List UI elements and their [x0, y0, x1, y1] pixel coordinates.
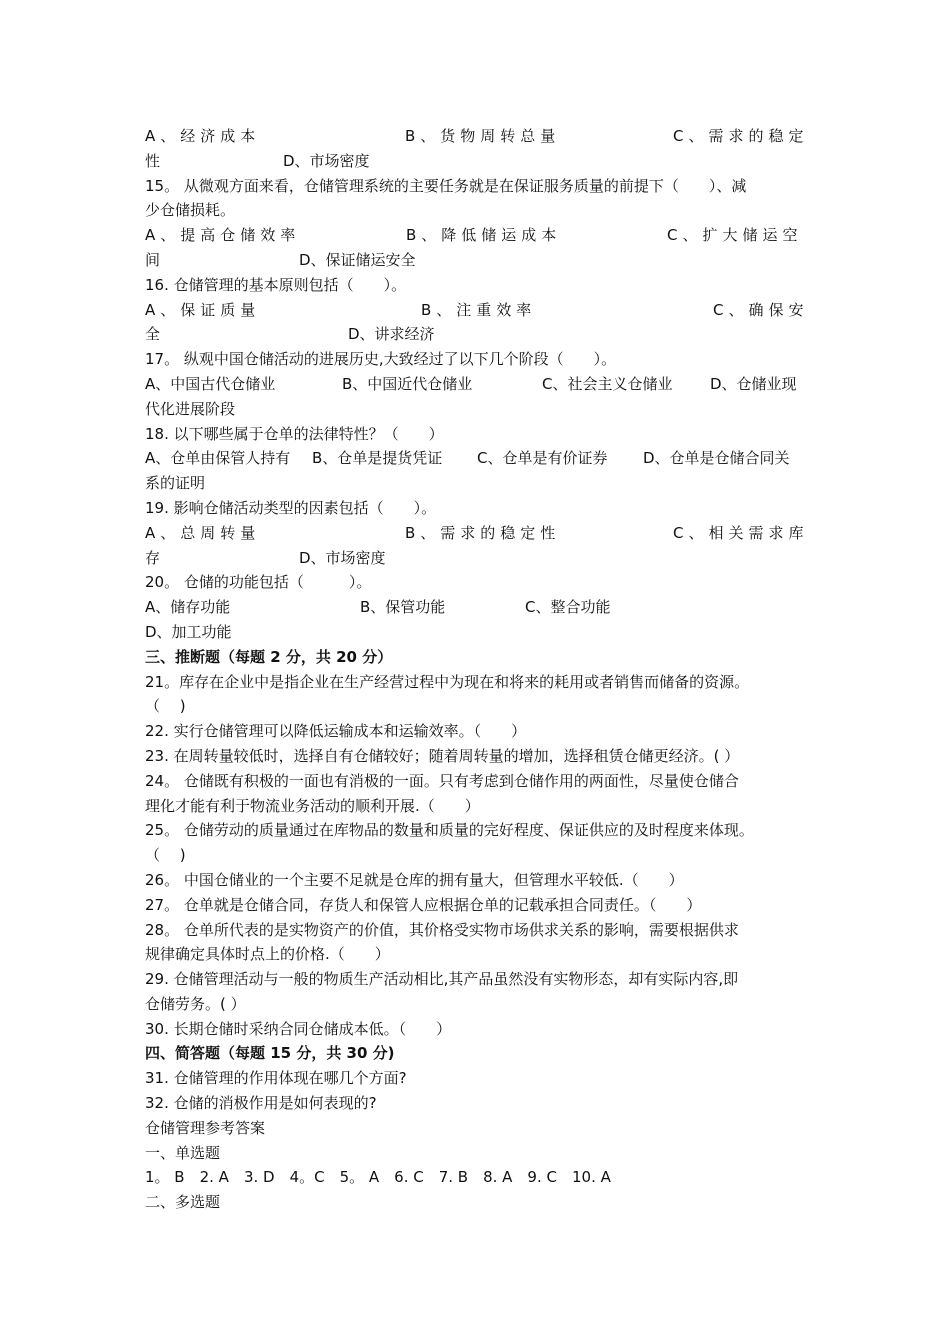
question-21: 21。库存在企业中是指企业在生产经营过程中为现在和将来的耗用或者销售而储备的资源。 [145, 672, 750, 691]
question-19: 19. 影响仓储活动类型的因素包括（ ）。 [145, 498, 437, 517]
question-22: 22. 实行仓储管理可以降低运输成本和运输效率。（ ） [145, 722, 527, 741]
option-c: C、确保安 [713, 300, 809, 319]
question-18-options-row-1 [145, 446, 815, 471]
question-14-options-row-1 [145, 124, 815, 149]
question-16-options-row-2 [145, 322, 815, 347]
question-24-continued: 理化才能有利于物流业务活动的顺利开展.（ ） [145, 796, 480, 815]
question-29: 29. 仓储管理活动与一般的物质生产活动相比,其产品虽然没有实物形态，却有实际内容,即 [145, 970, 739, 989]
option-d: D、仓储业现 [710, 374, 797, 393]
question-28-continued: 规律确定具体时点上的价格.（ ） [145, 945, 390, 964]
question-16-options-row-1 [145, 298, 815, 323]
option-a: A、经济成本 [145, 127, 261, 145]
option-d: D、保证储运安全 [299, 250, 416, 269]
question-15: 15。 从微观方面来看，仓储管理系统的主要任务就是在保证服务质量的前提下（ ）、减 [145, 176, 747, 195]
question-23: 23. 在周转量较低时，选择自有仓储较好；随着周转量的增加，选择租赁仓储更经济。( ） [145, 746, 740, 765]
question-28: 28。 仓单所代表的是实物资产的价值，其价格受实物市场供求关系的影响，需要根据供求 [145, 920, 739, 939]
question-15-options-row-1 [145, 223, 815, 248]
question-20: 20。 仓储的功能包括（ ）。 [145, 573, 372, 592]
question-24: 24。 仓储既有积极的一面也有消极的一面。只有考虑到仓储作用的两面性，尽量使仓储合 [145, 771, 739, 790]
answer-list-single-choice: 1。 B 2. A 3. D 4。C 5。 A 6. C 7. B 8. A 9. C 10. A [145, 1168, 611, 1187]
option-d: D、讲求经济 [348, 325, 435, 344]
option-a: A、储存功能 [145, 598, 231, 617]
section-heading-judgment: 三、推断题（每题 2 分，共 20 分） [145, 647, 393, 666]
option-a: A、总周转量 [145, 523, 261, 542]
question-17-options-row-1 [145, 372, 815, 397]
question-32: 32. 仓储的消极作用是如何表现的? [145, 1094, 377, 1113]
question-15-options-row-2 [145, 248, 815, 273]
question-20-option-d: D、加工功能 [145, 622, 232, 641]
question-17: 17。 纵观中国仓储活动的进展历史,大致经过了以下几个阶段（ ）。 [145, 350, 617, 369]
question-27: 27。 仓单就是仓储合同，存货人和保管人应根据仓单的记载承担合同责任。（ ） [145, 895, 702, 914]
question-30: 30. 长期仓储时采纳合同仓储成本低。（ ） [145, 1019, 452, 1038]
option-c-continued: 间 [145, 250, 161, 269]
question-17-options-continued: 代化进展阶段 [145, 399, 236, 418]
answer-section-single-choice: 一、单选题 [145, 1143, 221, 1162]
option-b: B、注重效率 [421, 300, 537, 319]
question-25-continued: （ ) [145, 846, 186, 865]
question-19-options-row-2 [145, 546, 815, 571]
option-b: B、降低储运成本 [406, 226, 562, 245]
option-a: A、保证质量 [145, 300, 261, 319]
option-b: B、保管功能 [360, 598, 446, 617]
question-21-continued: （ ) [145, 697, 186, 716]
option-c: C、需求的稳定 [673, 127, 809, 145]
question-18-options-continued: 系的证明 [145, 474, 206, 493]
option-c: C、相关需求库 [673, 523, 809, 542]
question-16: 16. 仓储管理的基本原则包括（ ）。 [145, 275, 407, 294]
question-29-continued: 仓储劳务。( ） [145, 994, 246, 1013]
option-c: C、扩大储运空 [667, 226, 803, 245]
option-b: B、仓单是提货凭证 [312, 449, 443, 468]
question-18: 18. 以下哪些属于仓单的法律特性？（ ） [145, 424, 444, 443]
option-b: B、货物周转总量 [405, 127, 561, 145]
section-heading-short-answer: 四、简答题（每题 15 分，共 30 分) [145, 1044, 395, 1063]
option-d: D、市场密度 [299, 548, 386, 567]
option-a: A、提高仓储效率 [145, 226, 301, 245]
question-19-options-row-1 [145, 521, 815, 546]
option-c: C、社会主义仓储业 [542, 374, 673, 393]
option-c-continued: 性 [145, 151, 161, 170]
question-31: 31. 仓储管理的作用体现在哪几个方面? [145, 1069, 407, 1088]
question-20-options-row-1 [145, 595, 815, 620]
document-page [145, 124, 815, 1215]
option-b: B、中国近代仓储业 [342, 374, 473, 393]
option-c-continued: 全 [145, 325, 161, 344]
answer-key-title: 仓储管理参考答案 [145, 1118, 266, 1137]
question-15-continued: 少仓储损耗。 [145, 201, 236, 220]
question-25: 25。 仓储劳动的质量通过在库物品的数量和质量的完好程度、保证供应的及时程度来体现。 [145, 821, 754, 840]
option-b: B、需求的稳定性 [405, 523, 561, 542]
option-c: C、仓单是有价证券 [477, 449, 608, 468]
option-a: A、仓单由保管人持有 [145, 449, 291, 468]
question-26: 26。 中国仓储业的一个主要不足就是仓库的拥有量大，但管理水平较低.（ ） [145, 870, 684, 889]
option-a: A、中国古代仓储业 [145, 374, 276, 393]
option-d: D、仓单是仓储合同关 [643, 449, 790, 468]
option-c: C、整合功能 [525, 598, 611, 617]
option-d: D、市场密度 [283, 151, 370, 170]
answer-section-multiple-choice: 二、多选题 [145, 1193, 221, 1212]
question-14-options-row-2 [145, 149, 815, 174]
option-c-continued: 存 [145, 548, 161, 567]
